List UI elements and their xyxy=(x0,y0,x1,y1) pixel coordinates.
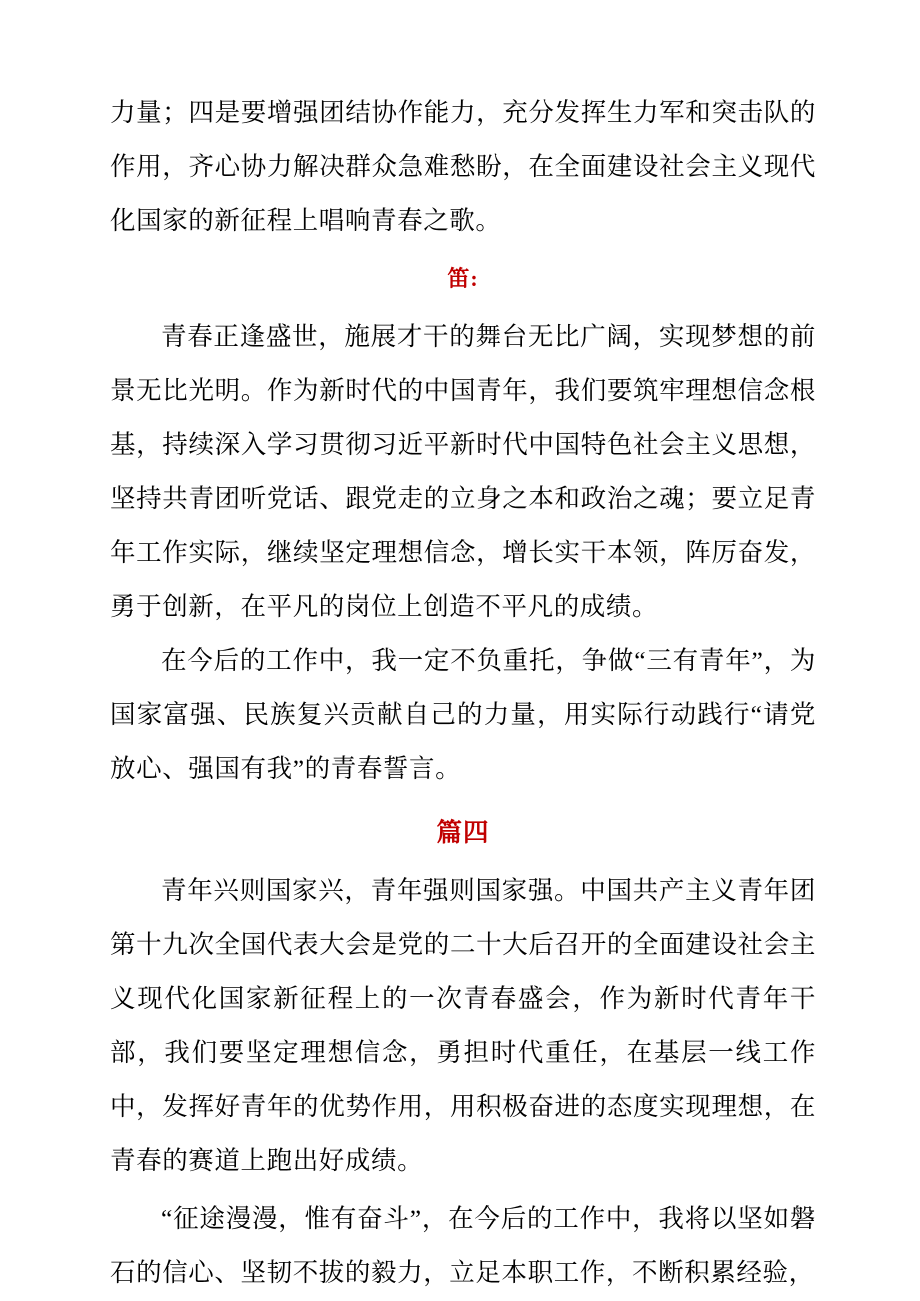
document-body xyxy=(110,86,816,1300)
paragraph-long-journey: “征途漫漫，惟有奋斗”，在今后的工作中，我将以坚如磐石的信心、坚韧不拔的毅力，立足本职工作，不断积累经验， xyxy=(110,1204,816,1287)
paragraph-continuation: 力量；四是要增强团结协作能力，充分发挥生力军和突击队的作用，齐心协力解决群众急难愁盼，在全面建设社会主义现代化国家的新征程上唱响青春之歌。 xyxy=(110,98,816,235)
paragraph-future-work: 在今后的工作中，我一定不负重托，争做“三有青年”，为国家富强、民族复兴贡献自己的力量，用实际行动践行“请党放心、强国有我”的青春誓言。 xyxy=(110,646,816,783)
paragraph-youth-nation: 青年兴则国家兴，青年强则国家强。中国共产主义青年团第十九次全国代表大会是党的二十大后召开的全面建设社会主义现代化国家新征程上的一次青春盛会，作为新时代青年干部，我们要坚定理想信念，勇担时代重任，在基层一线工作中，发挥好青年的优势作用，用积极奋进的态度实现理想，在青春的赛道上跑出好成绩。 xyxy=(110,876,816,1175)
section-heading-pian-si: 篇四 xyxy=(436,818,490,847)
paragraph-youth-era: 青春正逢盛世，施展才干的舞台无比广阔，实现梦想的前景无比光明。作为新时代的中国青年，我们要筑牢理想信念根基，持续深入学习贯彻习近平新时代中国特色社会主义思想，坚持共青团听党话、跟党走的立身之本和政治之魂；要立足青年工作实际，继续坚定理想信念，增长实干本领，阵厉奋发，勇于创新，在平凡的岗位上创造不平凡的成绩。 xyxy=(110,322,816,621)
spacer xyxy=(110,796,816,806)
section-heading-pian-san: 笛: xyxy=(447,266,479,291)
